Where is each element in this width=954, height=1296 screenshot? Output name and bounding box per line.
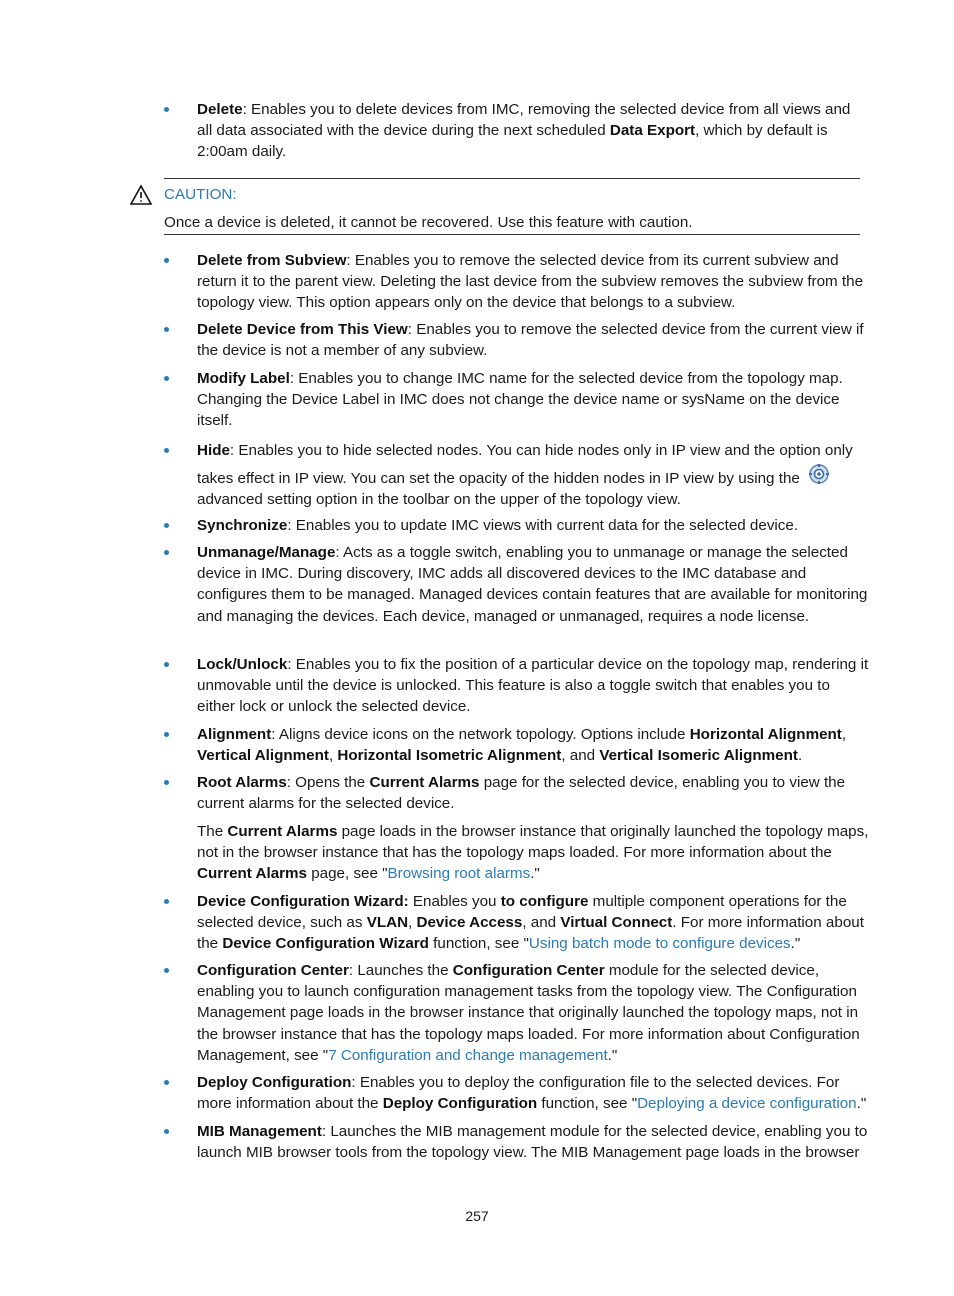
description: : Aligns device icons on the network topology. Options include [271,726,690,743]
term: Deploy Configuration [197,1074,352,1091]
list-item-configuration-center [197,960,869,1066]
term: Hide [197,442,230,459]
root-alarms-note [197,821,869,885]
description: : Enables you to update IMC views with current data for the selected device. [287,517,799,534]
separator: . [797,747,803,765]
list-item-synchronize [197,515,869,536]
description: : Launches the MIB management module for the selected device, enabling you to launch MIB browser tools from the topology view. The MIB Management page loads in the browser [197,1123,868,1162]
bullet-icon [164,107,169,112]
term: Device Configuration Wizard: [197,893,409,910]
bullet-icon [164,1129,169,1134]
description: : Acts as a toggle switch, enabling you to unmanage or manage the selected device in IMC. During discovery, IMC adds all discovered devices to the IMC database and configures them to be managed. Managed devices contain features that are available for monitoring and managing the devices. Each device, managed or unmanaged, requires a node license. [197,544,868,625]
description: : Launches the [348,962,453,979]
list-item-delete-from-subview [197,250,869,314]
link-browsing-root-alarms[interactable]: Browsing root alarms [387,865,531,883]
bullet-icon [164,376,169,381]
term: MIB Management [197,1123,322,1140]
link-configuration-and-change-management[interactable]: 7 Configuration and change management [328,1046,608,1064]
bullet-icon [164,732,169,737]
list-item-modify-label [197,368,869,432]
list-item-device-configuration-wizard [197,891,869,955]
bullet-icon [164,258,169,263]
list-item-delete [197,99,869,163]
term: Lock/Unlock [197,656,288,673]
term-deploy-configuration: Deploy Configuration [382,1095,538,1113]
description-cont: page for the selected device, enabling you to view the current alarms for the selected device. [197,774,846,813]
term: Root Alarms [197,774,287,791]
description: , and [522,914,561,932]
list-item-mib-management [197,1121,869,1163]
bullet-icon [164,662,169,667]
description: : Enables you to hide selected nodes. You can hide nodes only in IP view and the option only takes effect in IP view. You can set the opacity of the hidden nodes in IP view by using the [197,442,853,487]
description: : Enables you to remove the selected device from its current subview and return it to the parent view. Deleting the last device from the subview removes the subview from the topology view. This option appears only on the device that belongs to a subview. [197,252,864,312]
caution-top-rule [164,178,860,179]
description-cont: , which by default is 2:00am daily. [197,122,828,161]
description: : Enables you to change IMC name for the selected device from the topology map. Changing the Device Label in IMC does not change the device name or sysName on the device itself. [197,370,843,430]
note-term: Current Alarms [227,823,338,840]
separator: , [841,726,847,743]
description-end: ." [607,1046,618,1064]
term-wizard: Device Configuration Wizard [222,935,429,953]
list-item-deploy-configuration [197,1072,869,1114]
description-cont: advanced setting option in the toolbar on the upper of the topology view. [197,491,681,508]
caution-bottom-rule [164,234,860,235]
term-data-export: Data Export [609,122,696,140]
list-item-alignment [197,724,869,766]
term: Delete [197,101,243,118]
description: function, see " [428,935,529,953]
note-text: ." [530,865,540,883]
page-number: 257 [465,1208,489,1224]
description: ." [790,935,801,953]
term-inline: to configure [500,893,589,910]
note-text: page loads in the browser instance that originally launched the topology maps, not in the browser instance that has the topology maps loaded. For more information about the [197,823,869,862]
link-deploying-device-configuration[interactable]: Deploying a device configuration [637,1095,857,1113]
term: Alignment [197,726,272,743]
caution-title: CAUTION: [164,186,237,203]
description-end: ." [856,1095,867,1113]
description: : Enables you to deploy the configuration file to the selected devices. For more information about the [197,1074,840,1113]
bullet-icon [164,550,169,555]
separator: , and [561,747,600,765]
link-using-batch-mode[interactable]: Using batch mode to configure devices [528,935,791,953]
caution-text: Once a device is deleted, it cannot be recovered. Use this feature with caution. [164,214,693,231]
term: Delete from Subview [197,252,347,269]
description: , [408,914,417,932]
term-device-access: Device Access [416,914,523,932]
option-vertical: Vertical Alignment [197,747,329,765]
description: . For more information about the [197,914,864,953]
list-item-unmanage-manage [197,542,869,627]
term: Synchronize [197,517,288,534]
note-text: page, see " [307,865,388,883]
description-cont: function, see " [537,1095,638,1113]
term: Modify Label [197,370,290,387]
option-horizontal-isometric: Horizontal Isometric Alignment [337,747,562,765]
bullet-icon [164,448,169,453]
warning-triangle-icon [129,184,153,206]
list-item-lock-unlock [197,654,869,718]
term-vlan: VLAN [366,914,409,932]
term-virtual-connect: Virtual Connect [560,914,673,932]
description: : Opens the [286,774,370,791]
description-cont: module for the selected device, enabling you to launch configuration management tasks from the topology view. The Configuration Management page loads in the browser instance that originally launched the topology maps, not in the browser instance that has the topology maps loaded. For more information about Configuration Management, see " [197,962,860,1064]
list-item-hide [197,438,869,516]
gear-icon [808,463,830,485]
term: Configuration Center [197,962,349,979]
option-horizontal: Horizontal Alignment [689,726,842,743]
option-vertical-isomeric: Vertical Isomeric Alignment [599,747,798,765]
bullet-icon [164,968,169,973]
description: : Enables you to remove the selected device from the current view if the device is not a member of any subview. [197,321,864,360]
term: Delete Device from This View [197,321,408,338]
description: multiple component operations for the selected device, such as [197,893,847,932]
list-item-root-alarms [197,772,869,814]
description: Enables you [408,893,501,910]
description: : Enables you to fix the position of a particular device on the topology map, rendering it unmovable until the device is unlocked. This feature is also a toggle switch that enables you to either lock or unlock the selected device. [197,656,869,716]
list-item-delete-device-from-view [197,319,869,361]
bullet-icon [164,780,169,785]
description: : Enables you to delete devices from IMC, removing the selected device from all views and all data associated with the device during the next scheduled [197,101,851,140]
bullet-icon [164,327,169,332]
term-current-alarms: Current Alarms [369,774,480,791]
bullet-icon [164,899,169,904]
term: Unmanage/Manage [197,544,336,561]
note-term: Current Alarms [197,865,307,883]
note-text: The [197,823,228,840]
separator: , [328,747,338,765]
term-configuration-center: Configuration Center [452,962,605,979]
bullet-icon [164,1080,169,1085]
bullet-icon [164,523,169,528]
